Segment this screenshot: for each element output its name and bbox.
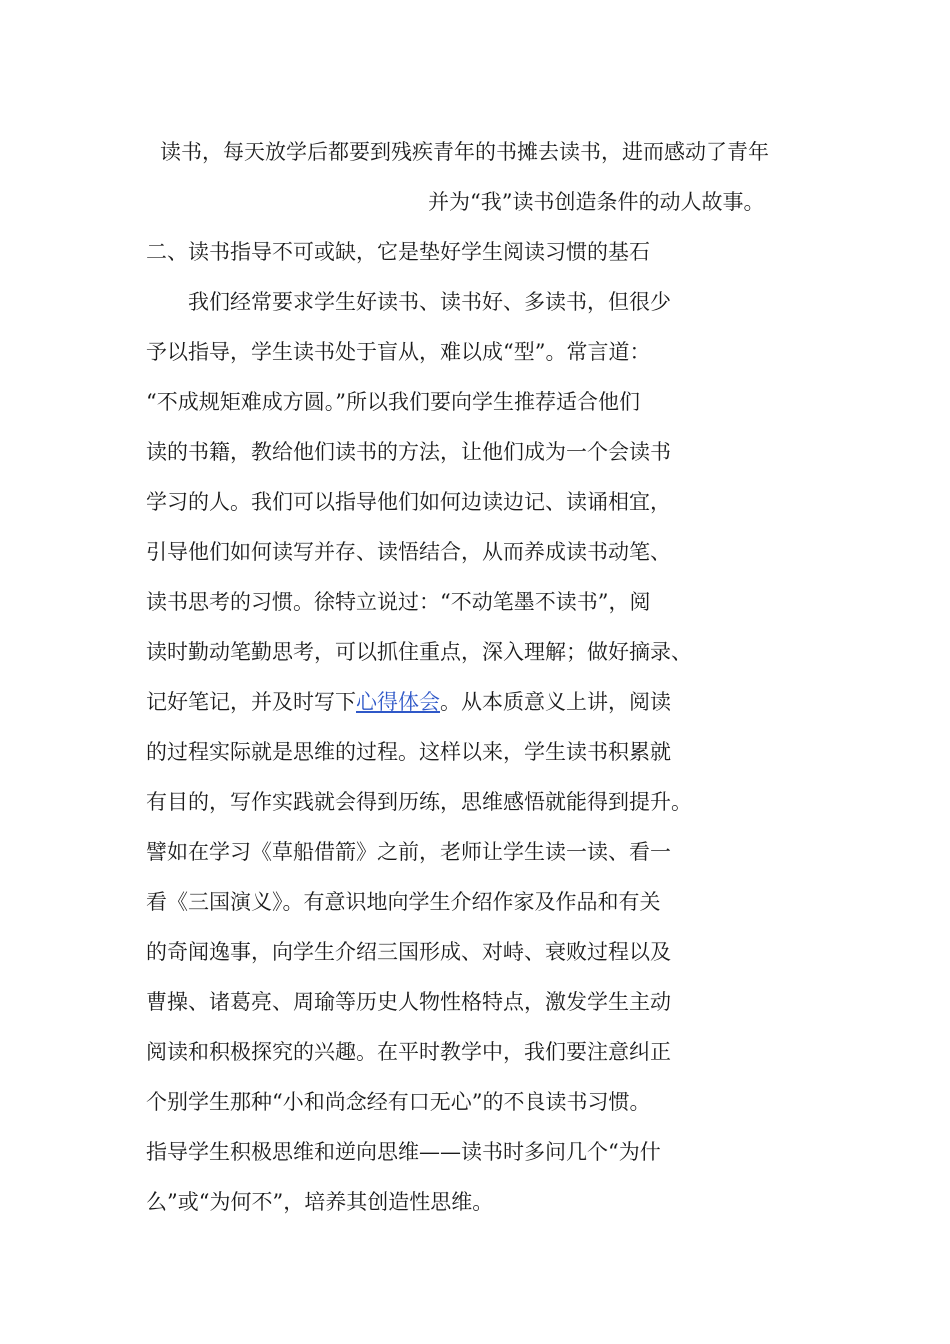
paragraph-line: 阅读和积极探究的兴趣。在平时教学中，我们要注意纠正 [146, 1040, 671, 1064]
link-line-before: 记好笔记，并及时写下 [146, 690, 356, 714]
paragraph-line: 的过程实际就是思维的过程。这样以来，学生读书积累就 [146, 740, 671, 764]
paragraph-line: “不成规矩难成方圆。”所以我们要向学生推荐适合他们 [146, 390, 640, 414]
paragraph-line: 读书思考的习惯。徐特立说过：“不动笔墨不读书”，阅 [146, 590, 651, 614]
paragraph-line: 个别学生那种“小和尚念经有口无心”的不良读书习惯。 [146, 1090, 651, 1114]
section-heading: 二、读书指导不可或缺，它是垫好学生阅读习惯的基石 [146, 240, 650, 264]
paragraph-line: 指导学生积极思维和逆向思维——读书时多问几个“为什 [146, 1140, 661, 1164]
text-line: 并为“我”读书创造条件的动人故事。 [428, 190, 765, 214]
paragraph-line: 譬如在学习《草船借箭》之前，老师让学生读一读、看一 [146, 840, 671, 864]
paragraph-line-with-link [146, 688, 671, 716]
paragraph-line: 学习的人。我们可以指导他们如何边读边记、读诵相宜， [146, 490, 671, 514]
xinde-tihui-link[interactable]: 心得体会 [356, 690, 440, 714]
text-line: 读书，每天放学后都要到残疾青年的书摊去读书，进而感动了青年 [160, 140, 769, 164]
paragraph-line: 予以指导，学生读书处于盲从，难以成“型”。常言道： [146, 340, 651, 364]
paragraph-line: 有目的，写作实践就会得到历练，思维感悟就能得到提升。 [146, 790, 692, 814]
paragraph-line: 曹操、诸葛亮、周瑜等历史人物性格特点，激发学生主动 [146, 990, 671, 1014]
link-line-after: 。从本质意义上讲，阅读 [440, 690, 671, 714]
paragraph-line: 读的书籍，教给他们读书的方法，让他们成为一个会读书 [146, 440, 671, 464]
paragraph-line: 看《三国演义》。有意识地向学生介绍作家及作品和有关 [146, 890, 661, 914]
paragraph-line: 读时勤动笔勤思考，可以抓住重点，深入理解；做好摘录、 [146, 640, 692, 664]
paragraph-line: 的奇闻逸事，向学生介绍三国形成、对峙、衰败过程以及 [146, 940, 671, 964]
paragraph-line: 么”或“为何不”，培养其创造性思维。 [146, 1190, 494, 1214]
paragraph-line: 引导他们如何读写并存、读悟结合，从而养成读书动笔、 [146, 540, 671, 564]
paragraph-line: 我们经常要求学生好读书、读书好、多读书，但很少 [188, 290, 671, 314]
